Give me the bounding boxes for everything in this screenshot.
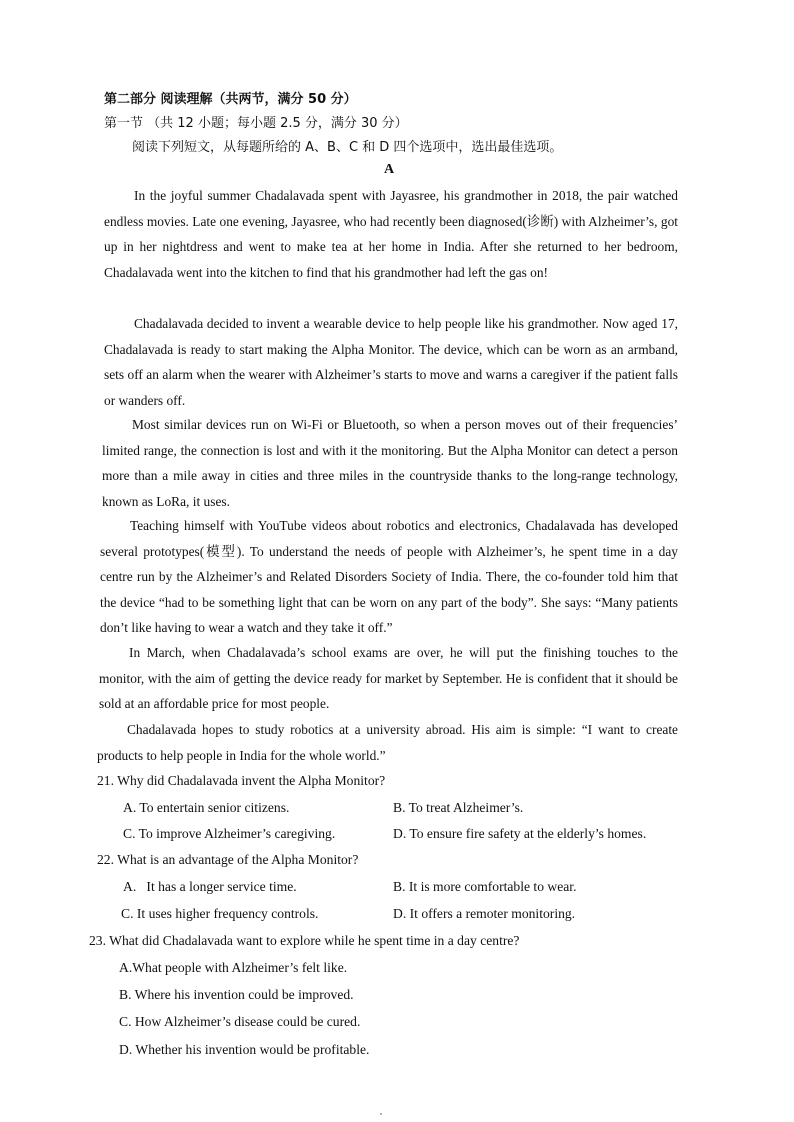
question-22-option-c[interactable]: C. It uses higher frequency controls. bbox=[121, 906, 319, 921]
question-21-option-d[interactable]: D. To ensure fire safety at the elderly’s homes. bbox=[393, 826, 647, 841]
question-21-option-a[interactable]: A. To entertain senior citizens. bbox=[123, 800, 290, 815]
question-23-option-d[interactable]: D. Whether his invention would be profitable. bbox=[119, 1042, 370, 1057]
question-23-option-c[interactable]: C. How Alzheimer’s disease could be cured. bbox=[119, 1014, 361, 1029]
passage-paragraph-5: In March, when Chadalavada’s school exams are over, he will put the finishing touches to the monitor, with the aim of getting the device ready for market by September. He is confident that it should be sold at an affordable price for most people. bbox=[99, 645, 678, 712]
question-23-stem: 23. What did Chadalavada want to explore while he spent time in a day centre? bbox=[89, 933, 520, 948]
passage-paragraph-6: Chadalavada hopes to study robotics at a university abroad. His aim is simple: “I want to create products to help people in India for the whole world.” bbox=[97, 722, 678, 763]
question-21-stem: 21. Why did Chadalavada invent the Alpha Monitor? bbox=[97, 773, 386, 788]
part-heading: 第二部分 阅读理解（共两节，满分 50 分） bbox=[104, 92, 357, 107]
section-heading: 第一节 （共 12 小题；每小题 2.5 分，满分 30 分） bbox=[104, 116, 408, 131]
passage-paragraph-1: In the joyful summer Chadalavada spent with Jayasree, his grandmother in 2018, the pair watched endless movies. Late one evening, Jayasree, who had recently been diagnosed(诊断) with Alzheimer’s, got up in her nightdress and went to make tea at her home in India. After she returned to her bedroom, Chadalavada went into the kitchen to find that his grandmother had left the gas on! bbox=[104, 188, 678, 280]
instruction-text: 阅读下列短文，从每题所给的 A、B、C 和 D 四个选项中，选出最佳选项。 bbox=[132, 140, 563, 155]
passage-paragraph-3: Most similar devices run on Wi-Fi or Bluetooth, so when a person moves out of their frequencies’ limited range, the connection is lost and with it the monitoring. But the Alpha Monitor can detect a person more than a mile away in cities and three miles in the countryside thanks to the long-range technology, known as LoRa, it uses. bbox=[102, 417, 678, 509]
question-21-option-b[interactable]: B. To treat Alzheimer’s. bbox=[393, 800, 524, 815]
question-23-option-a[interactable]: A.What people with Alzheimer’s felt like. bbox=[119, 960, 348, 975]
passage-paragraph-2: Chadalavada decided to invent a wearable device to help people like his grandmother. Now aged 17, Chadalavada is ready to start making the Alpha Monitor. The device, which can be worn as an armband, sets off an alarm when the wearer with Alzheimer’s starts to move and warns a caregiver if the patient falls or wanders off. bbox=[104, 316, 678, 408]
scan-speck bbox=[380, 1113, 382, 1115]
question-22-stem: 22. What is an advantage of the Alpha Monitor? bbox=[97, 852, 359, 867]
question-22-option-a[interactable]: A. It has a longer service time. bbox=[123, 879, 297, 894]
passage-label: A bbox=[384, 162, 395, 177]
question-21-option-c[interactable]: C. To improve Alzheimer’s caregiving. bbox=[123, 826, 336, 841]
question-22-option-d[interactable]: D. It offers a remoter monitoring. bbox=[393, 906, 576, 921]
passage-paragraph-4: Teaching himself with YouTube videos about robotics and electronics, Chadalavada has developed several prototypes(模型). To understand the needs of people with Alzheimer’s, he spent time in a day centre run by the Alzheimer’s and Related Disorders Society of India. There, the co-founder told him that the device “had to be something light that can be worn on any part of the body”. She says: “Many patients don’t like having to wear a watch and they take it off.” bbox=[100, 518, 678, 636]
question-23-option-b[interactable]: B. Where his invention could be improved. bbox=[119, 987, 354, 1002]
question-22-option-b[interactable]: B. It is more comfortable to wear. bbox=[393, 879, 577, 894]
